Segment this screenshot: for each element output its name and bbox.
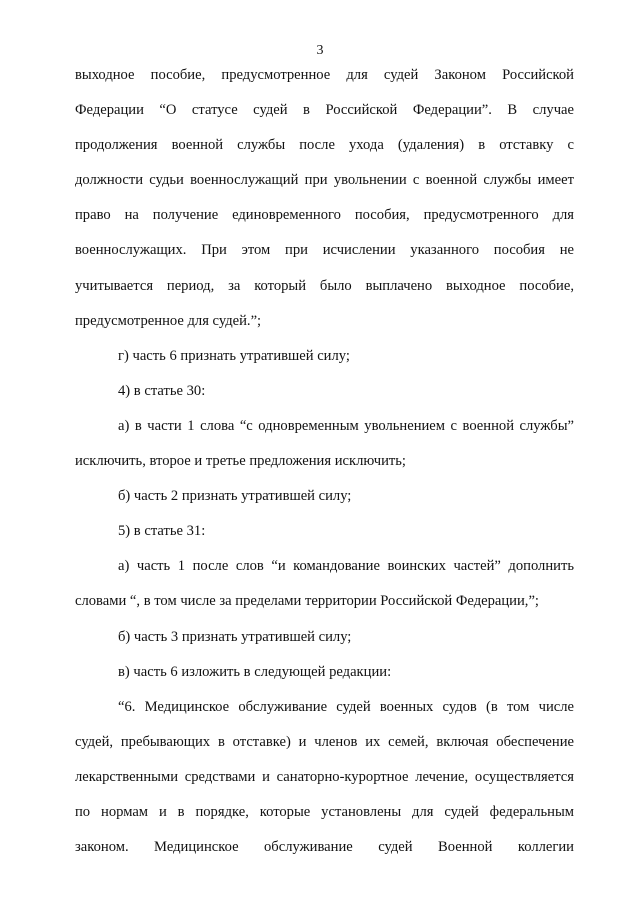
text-line: право на получение единовременного пособия, предусмотренного для [75,207,574,224]
text-line: предусмотренное для судей.”; [75,312,262,329]
text-line: судей, пребывающих в отставке) и членов их семей, включая обеспечение [75,733,574,750]
text-line: исключить, второе и третье предложения исключить; [75,453,406,470]
text-line: г) часть 6 признать утратившей силу; [118,347,350,364]
text-line: “6. Медицинское обслуживание судей военных судов (в том числе [118,698,574,715]
text-line: продолжения военной службы после ухода (удаления) в отставку с [75,137,574,154]
text-line: лекарственными средствами и санаторно-курортное лечение, осуществляется [75,768,574,785]
text-line: законом. Медицинское обслуживание судей Военной коллегии [75,839,574,856]
text-line: 4) в статье 30: [118,382,206,399]
text-line: 5) в статье 31: [118,523,206,540]
text-line: б) часть 2 признать утратившей силу; [118,488,352,505]
text-line: военнослужащих. При этом при исчислении указанного пособия не [75,242,574,259]
text-line: б) часть 3 признать утратившей силу; [118,628,352,645]
text-line: по нормам и в порядке, которые установлены для судей федеральным [75,803,574,820]
text-line: а) часть 1 после слов “и командование воинских частей” дополнить [118,558,574,575]
text-line: в) часть 6 изложить в следующей редакции: [118,663,392,680]
page-number: 3 [316,43,324,58]
text-line: словами “, в том числе за пределами территории Российской Федерации,”; [75,593,539,610]
document-body [75,58,574,865]
text-line: выходное пособие, предусмотренное для судей Законом Российской [75,67,574,83]
text-line: Федерации “О статусе судей в Российской Федерации”. В случае [75,102,574,119]
text-line: должности судьи военнослужащий при увольнении с военной службы имеет [75,172,574,189]
text-line: а) в части 1 слова “с одновременным увольнением с военной службы” [118,417,574,434]
text-line: учитывается период, за который было выплачено выходное пособие, [75,277,574,294]
